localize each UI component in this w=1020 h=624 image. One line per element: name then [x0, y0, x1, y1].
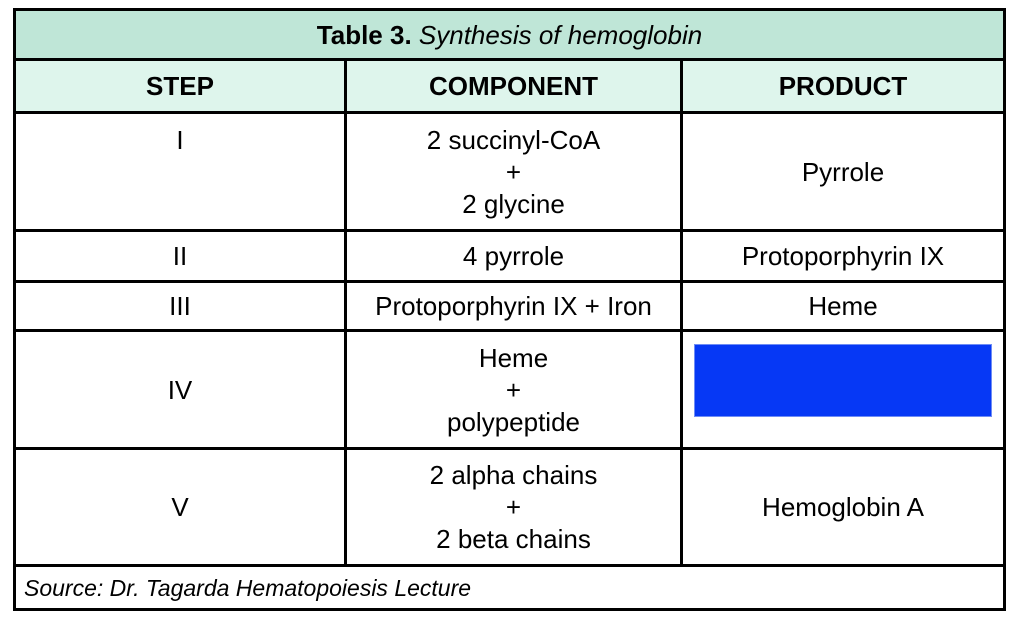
step-cell: I	[16, 114, 347, 229]
header-step: STEP	[16, 61, 347, 111]
product-cell: Protoporphyrin IX	[741, 241, 945, 271]
table-row	[16, 332, 1003, 450]
step-cell: III	[16, 283, 347, 329]
component-line: +	[505, 374, 522, 405]
product-cell: Pyrrole	[801, 156, 885, 187]
table-title-label: Table 3.	[316, 19, 412, 50]
component-cell	[347, 450, 683, 564]
header-product: PRODUCT	[683, 61, 1003, 111]
table-source-row	[16, 567, 1003, 608]
step-cell: II	[16, 232, 347, 280]
product-cell	[683, 332, 1003, 447]
product-cell: Hemoglobin A	[762, 492, 924, 522]
component-line: +	[505, 156, 522, 187]
component-line: 2 glycine	[462, 188, 565, 219]
table-row	[16, 283, 1003, 332]
component-line: Heme	[478, 342, 549, 373]
table-row	[16, 114, 1003, 232]
header-component: COMPONENT	[347, 61, 683, 111]
table-source: Source: Dr. Tagarda Hematopoiesis Lecture	[24, 574, 472, 601]
table-title	[16, 11, 1003, 58]
table-row	[16, 232, 1003, 283]
component-cell: 4 pyrrole	[347, 232, 683, 280]
component-line: 2 beta chains	[436, 524, 591, 554]
component-line: +	[505, 492, 522, 522]
component-cell: Protoporphyrin IX + Iron	[347, 283, 683, 329]
component-line: polypeptide	[447, 406, 580, 437]
table-header-row	[16, 61, 1003, 114]
table-title-row	[16, 11, 1003, 61]
step-cell: V	[16, 450, 347, 564]
redaction-box	[694, 344, 992, 417]
component-cell	[347, 114, 683, 229]
component-line: 2 succinyl-CoA	[426, 124, 601, 155]
hemoglobin-synthesis-table	[13, 8, 1006, 611]
product-cell: Heme	[808, 291, 878, 321]
component-cell	[347, 332, 683, 447]
table-row	[16, 450, 1003, 567]
table-title-text: Synthesis of hemoglobin	[418, 19, 703, 50]
component-line: 2 alpha chains	[429, 460, 598, 490]
step-cell: IV	[16, 332, 347, 447]
